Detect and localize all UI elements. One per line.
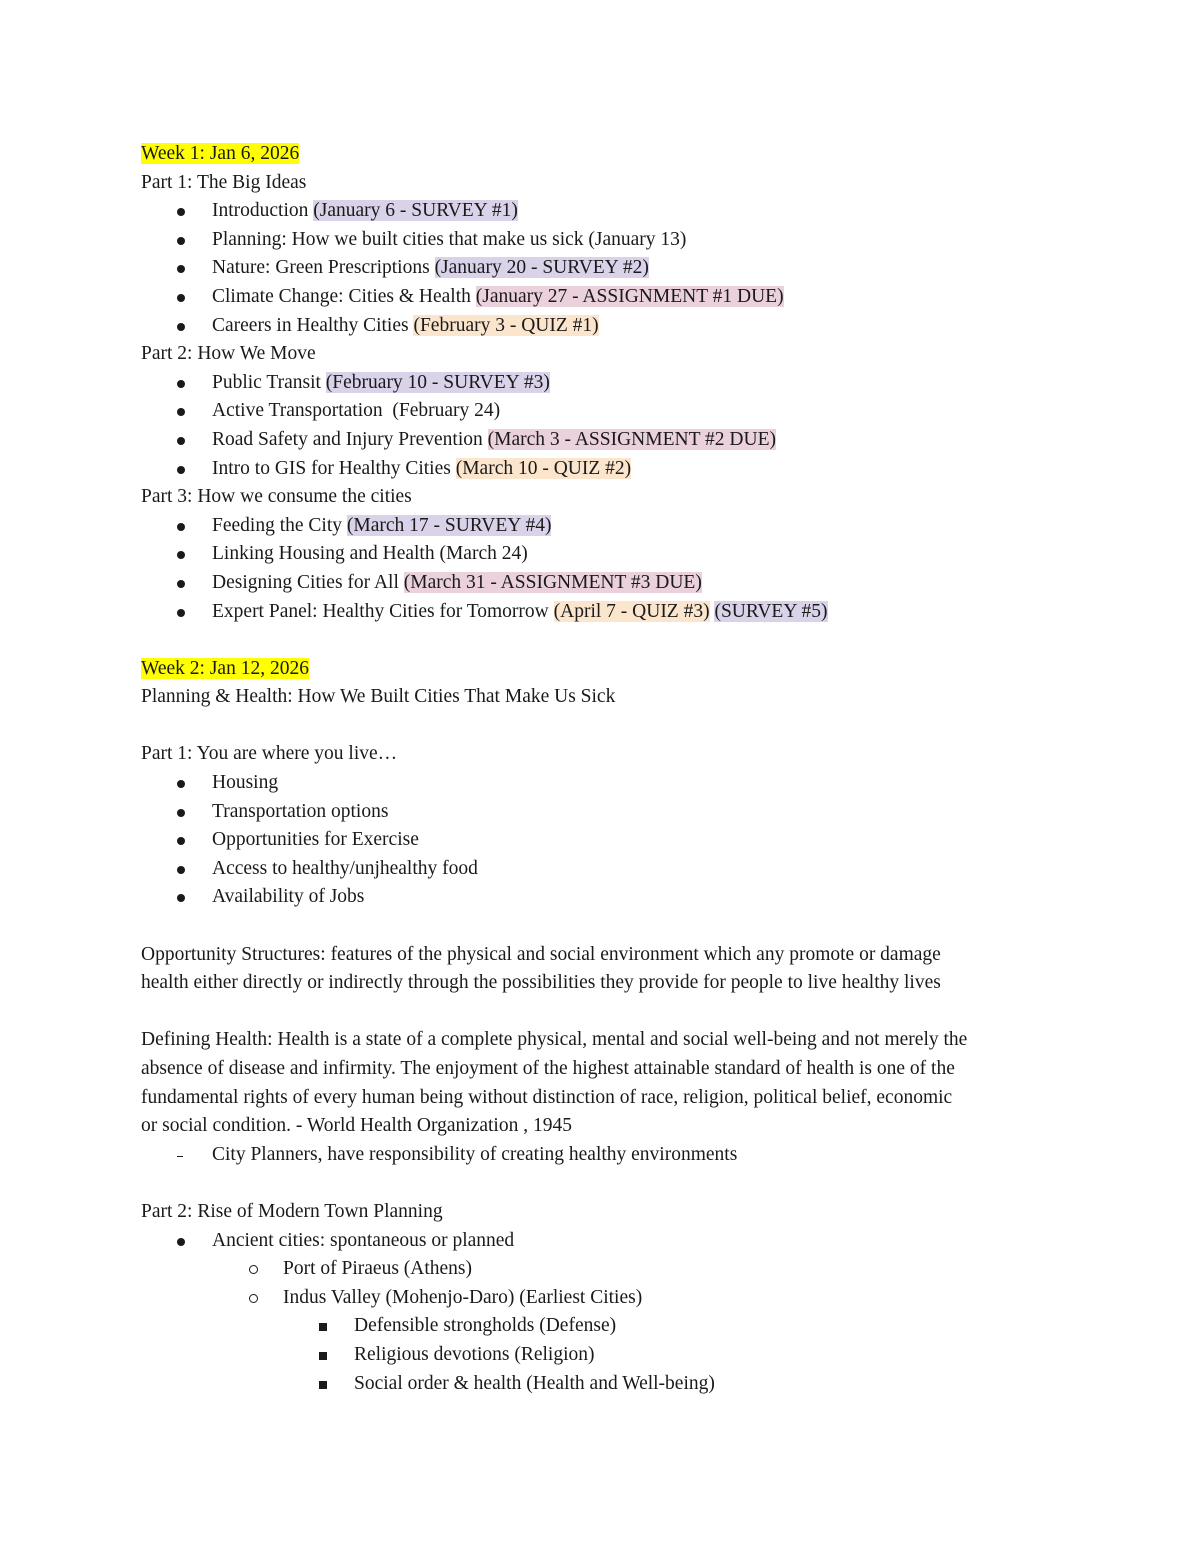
week1-part2-title: Part 2: How We Move [141,343,316,365]
list-item: City Planners, have responsibility of creating healthy environments [141,1141,1071,1170]
week1-part1-title: Part 1: The Big Ideas [141,171,307,193]
list-item-text: Road Safety and Injury Prevention [212,428,488,450]
square-bullet-icon [319,1381,327,1389]
week1-part3-list [141,512,1071,626]
bullet-icon [177,237,185,245]
list-item: Access to healthy/unjhealthy food [141,855,1071,884]
opportunity-structures-line: Opportunity Structures: features of the physical and social environment which any promote or damage [141,943,941,965]
defining-health-line: Defining Health: Health is a state of a complete physical, mental and social well-being and not merely the [141,1029,968,1051]
list-item [141,254,1071,283]
list-item: Opportunities for Exercise [141,826,1071,855]
bullet-icon [177,837,185,845]
bullet-icon [177,1238,185,1246]
week1-part2-list [141,369,1071,483]
due-date-highlight: (February 10 - SURVEY #3) [325,371,550,393]
list-item [141,397,1071,426]
list-item [141,283,1071,312]
list-item: Housing [141,769,1071,798]
due-date-highlight: (January 20 - SURVEY #2) [434,257,649,279]
week1-heading: Week 1: Jan 6, 2026 [141,143,300,164]
bullet-icon [177,809,185,817]
list-item: Religious devotions (Religion) [141,1341,1071,1370]
bullet-icon [177,437,185,445]
bullet-icon [177,523,185,531]
list-item-text: Nature: Green Prescriptions [212,257,435,279]
bullet-icon [177,580,185,588]
list-item: Social order & health (Health and Well-being) [141,1370,1071,1399]
list-item-text: Designing Cities for All [212,571,404,593]
list-item-text: Careers in Healthy Cities [212,314,414,336]
week2-heading: Week 2: Jan 12, 2026 [141,657,309,679]
list-item [141,369,1071,398]
list-item [141,226,1071,255]
list-item: Availability of Jobs [141,883,1071,912]
list-item: Transportation options [141,798,1071,827]
due-date-highlight: (SURVEY #5) [714,600,828,622]
list-item-text: Feeding the City [212,514,347,536]
bullet-icon [177,609,185,617]
dash-icon [177,1156,183,1158]
list-item-text: Linking Housing and Health (March 24) [212,543,528,565]
list-item [141,540,1071,569]
due-date-highlight: (March 3 - ASSIGNMENT #2 DUE) [487,428,776,450]
bullet-icon [177,408,185,416]
list-item [141,455,1071,484]
hollow-bullet-icon [249,1294,258,1303]
bullet-icon [177,265,185,273]
opportunity-structures-line: health either directly or indirectly through the possibilities they provide for people to live healthy lives [141,972,941,994]
list-item [141,426,1071,455]
bullet-icon [177,208,185,216]
due-date-highlight: (January 6 - SURVEY #1) [313,200,518,222]
list-item [141,512,1071,541]
list-item [141,569,1071,598]
document-page [141,140,1071,1398]
bullet-icon [177,894,185,902]
list-item-text: Planning: How we built cities that make us sick (January 13) [212,228,687,250]
list-item: Port of Piraeus (Athens) [141,1255,1071,1284]
week2-part1-title: Part 1: You are where you live… [141,743,398,765]
list-item-text: Climate Change: Cities & Health [212,285,476,307]
due-date-highlight: (April 7 - QUIZ #3) [553,600,710,622]
list-item-text: Active Transportation (February 24) [212,400,501,422]
due-date-highlight: (March 17 - SURVEY #4) [346,514,552,536]
due-date-highlight: (March 10 - QUIZ #2) [455,457,632,479]
bullet-icon [177,466,185,474]
list-item-text: Introduction [212,200,314,222]
bullet-icon [177,380,185,388]
due-date-highlight: (January 27 - ASSIGNMENT #1 DUE) [475,285,784,307]
due-date-highlight: (March 31 - ASSIGNMENT #3 DUE) [403,571,702,593]
square-bullet-icon [319,1323,327,1331]
week1-part3-title: Part 3: How we consume the cities [141,486,412,508]
list-item-text: Public Transit [212,371,326,393]
bullet-icon [177,294,185,302]
week2-part2-title: Part 2: Rise of Modern Town Planning [141,1200,443,1222]
bullet-icon [177,780,185,788]
defining-health-line: fundamental rights of every human being without distinction of race, religion, political belief, economic [141,1086,953,1108]
list-item [141,598,1071,627]
week1-part1-list [141,197,1071,340]
bullet-icon [177,551,185,559]
bullet-icon [177,323,185,331]
hollow-bullet-icon [249,1265,258,1274]
due-date-highlight: (February 3 - QUIZ #1) [413,314,599,336]
list-item-text: Expert Panel: Healthy Cities for Tomorrow [212,600,554,622]
defining-health-line: absence of disease and infirmity. The enjoyment of the highest attainable standard of health is one of the [141,1058,955,1079]
list-item [141,197,1071,226]
bullet-icon [177,866,185,874]
defining-health-line: or social condition. - World Health Organization , 1945 [141,1115,572,1137]
list-item: Indus Valley (Mohenjo-Daro) (Earliest Cities) [141,1284,1071,1313]
week2-subtitle: Planning & Health: How We Built Cities That Make Us Sick [141,686,616,708]
list-item [141,312,1071,341]
list-item: Ancient cities: spontaneous or planned [141,1227,1071,1256]
list-item-text: Intro to GIS for Healthy Cities [212,457,456,479]
square-bullet-icon [319,1352,327,1360]
list-item: Defensible strongholds (Defense) [141,1312,1071,1341]
